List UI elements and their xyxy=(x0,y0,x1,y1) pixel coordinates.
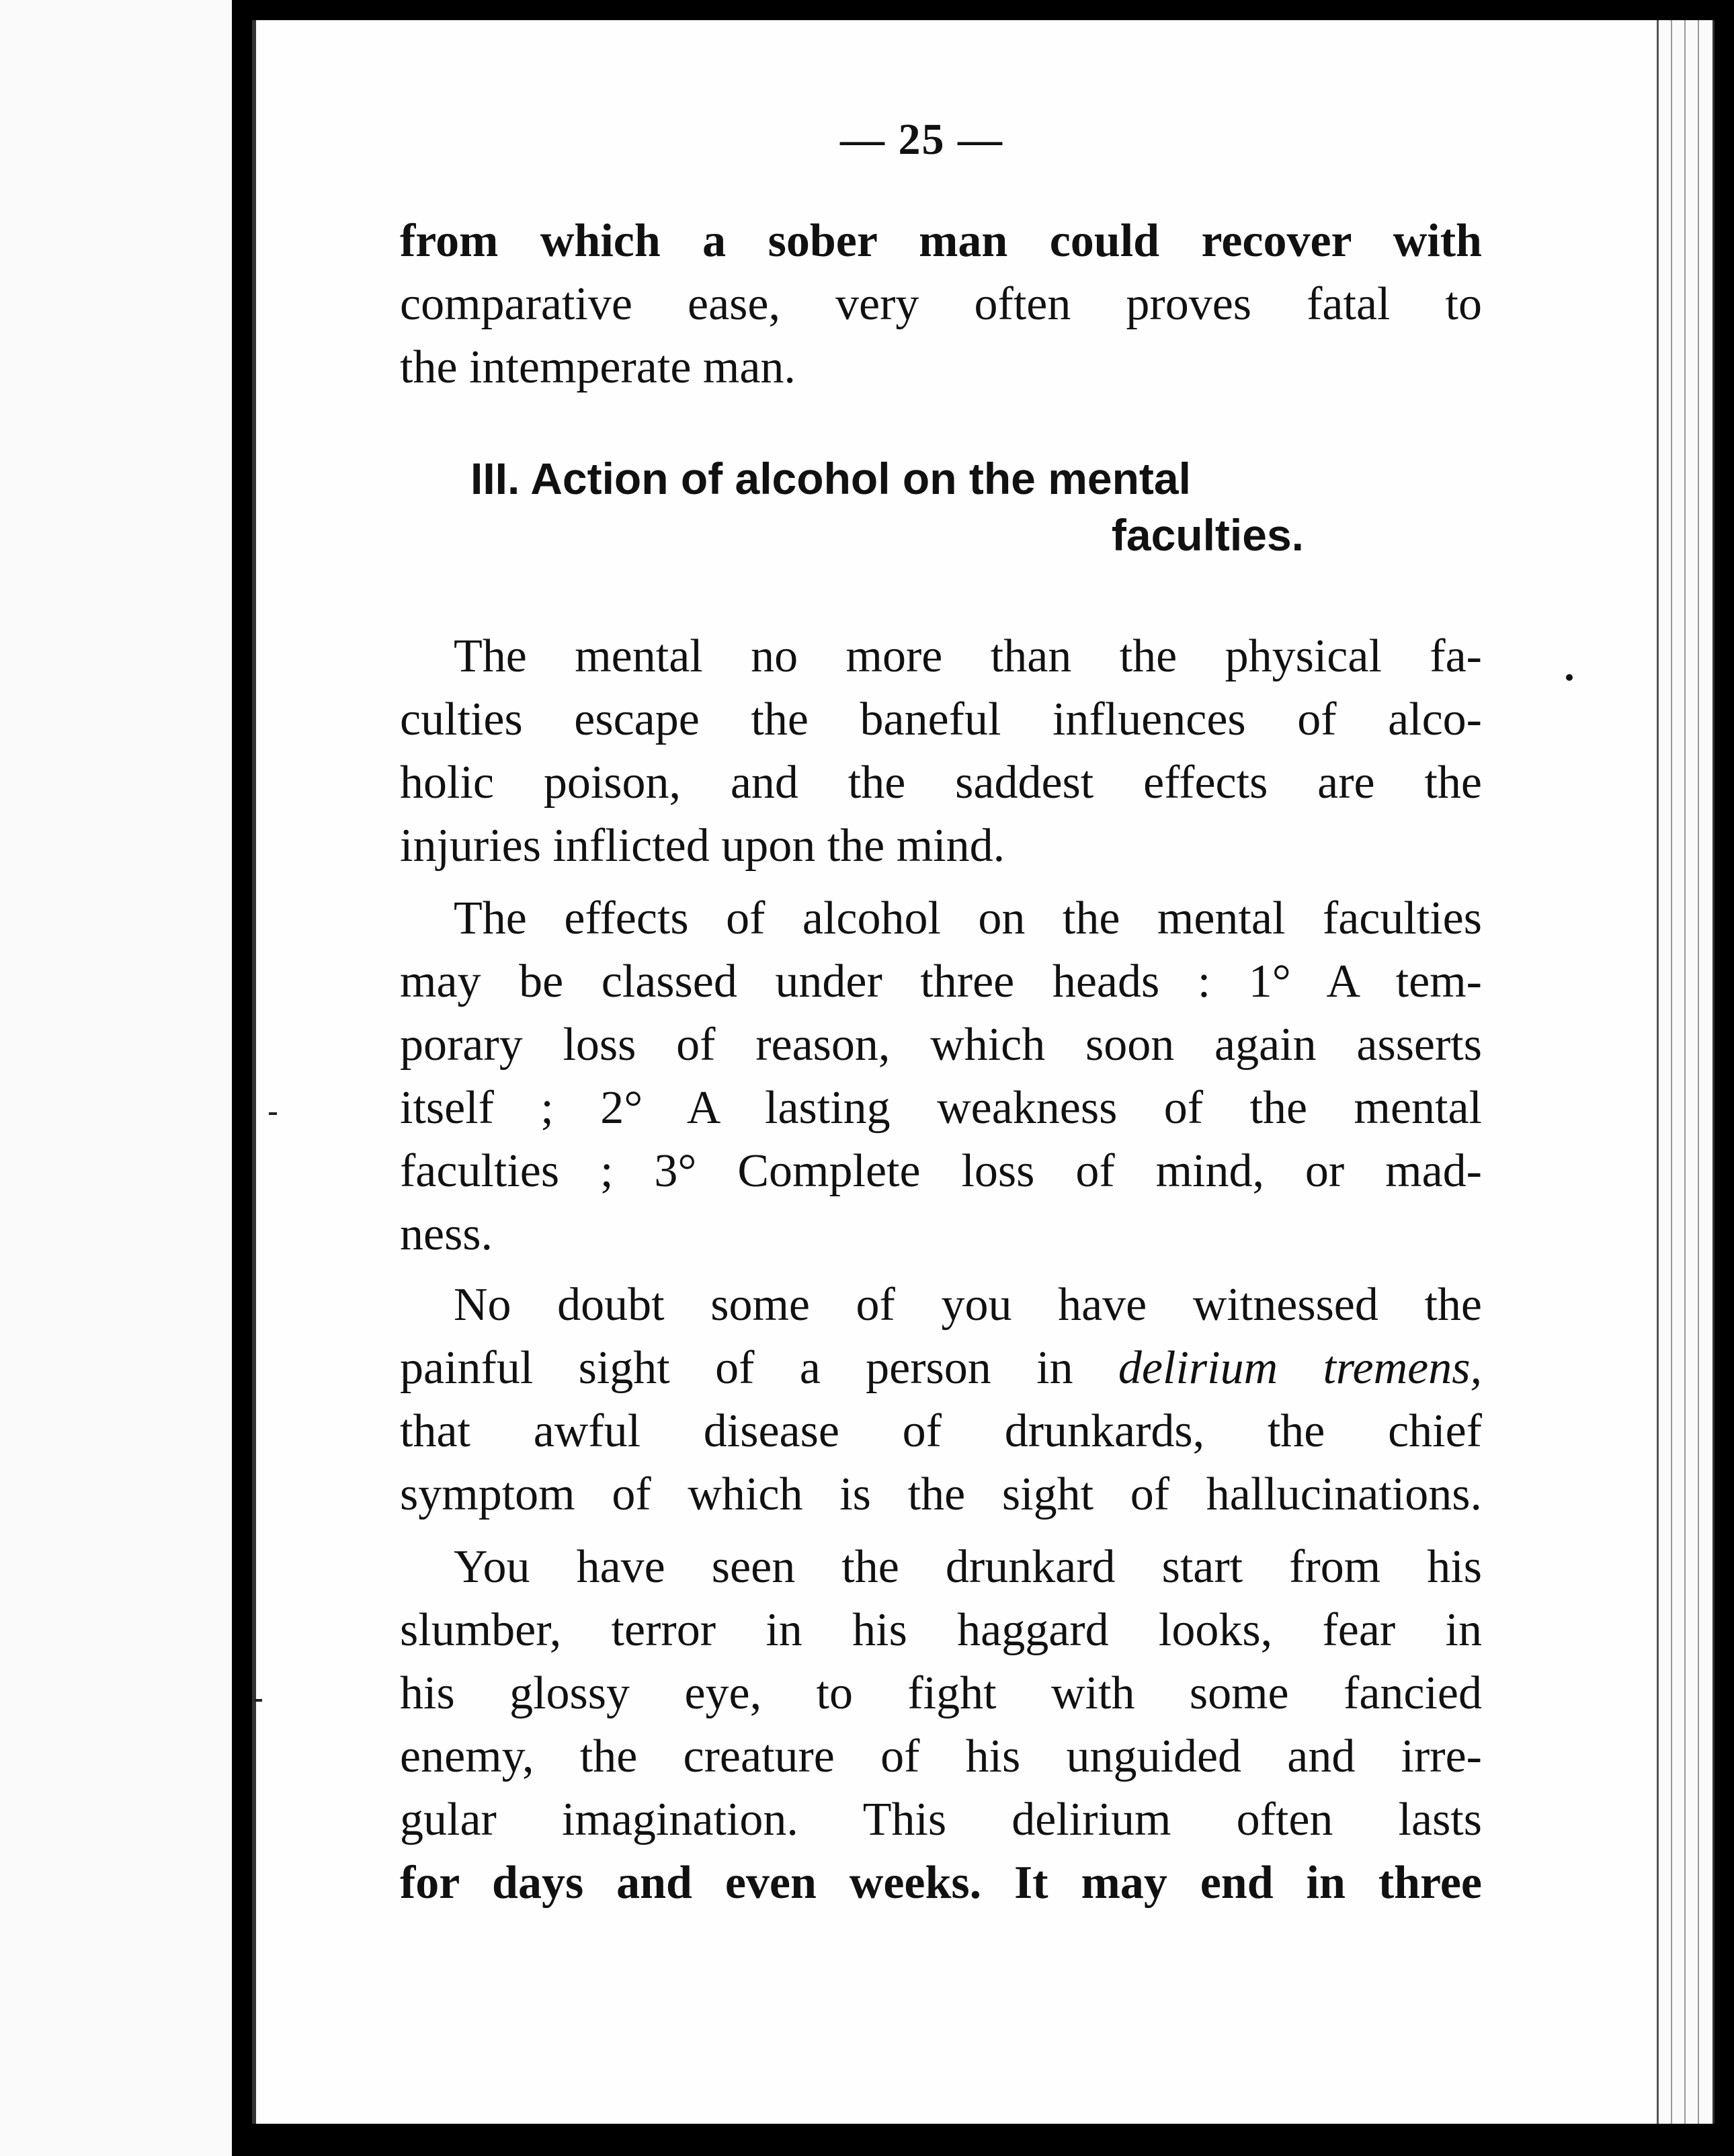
text-line: injuries inflicted upon the mind. xyxy=(400,820,1005,872)
text-line: may be classed under three heads : 1° A tem- xyxy=(400,956,1482,1007)
margin-mark xyxy=(1566,674,1573,681)
paragraph-mental-faculties xyxy=(400,625,1482,878)
section-heading-line-2: faculties. xyxy=(1111,510,1304,560)
text-line: culties escape the baneful influences of alco- xyxy=(400,694,1482,745)
text-segment: painful sight of a person in xyxy=(400,1342,1118,1394)
italic-term: delirium tremens, xyxy=(1118,1342,1482,1394)
text-line: The effects of alcohol on the mental faculties xyxy=(454,893,1482,944)
paragraph-delirium xyxy=(400,1274,1482,1526)
text-line: that awful disease of drunkards, the chief xyxy=(400,1405,1482,1457)
margin-mark xyxy=(254,1699,262,1702)
text-line: from which a sober man could recover with xyxy=(400,215,1482,267)
text-line: faculties ; 3° Complete loss of mind, or mad- xyxy=(400,1145,1482,1197)
text-line: comparative ease, very often proves fatal to xyxy=(400,278,1482,330)
opening-paragraph xyxy=(400,210,1482,399)
text-line: No doubt some of you have witnessed the xyxy=(454,1279,1482,1331)
text-line: porary loss of reason, which soon again asserts xyxy=(400,1019,1482,1071)
text-line: for days and even weeks. It may end in three xyxy=(400,1857,1482,1909)
text-line: holic poison, and the saddest effects are the xyxy=(400,757,1482,809)
text-line: his glossy eye, to fight with some fancied xyxy=(400,1667,1482,1719)
paragraph-three-heads xyxy=(400,887,1482,1266)
paragraph-drunkard xyxy=(400,1536,1482,1915)
section-heading-line-1: III. Action of alcohol on the mental xyxy=(470,454,1191,503)
section-heading xyxy=(470,450,1398,563)
text-line: slumber, terror in his haggard looks, fear in xyxy=(400,1604,1482,1656)
text-line: enemy, the creature of his unguided and irre- xyxy=(400,1731,1482,1782)
text-line-with-italic xyxy=(400,1337,1482,1400)
text-line: itself ; 2° A lasting weakness of the mental xyxy=(400,1082,1482,1134)
text-line: gular imagination. This delirium often lasts xyxy=(400,1794,1482,1846)
text-line: the intemperate man. xyxy=(400,341,796,393)
page-number: — 25 — xyxy=(840,115,1003,164)
margin-mark xyxy=(269,1112,277,1115)
text-line: The mental no more than the physical fa- xyxy=(454,630,1482,682)
book-gutter xyxy=(232,0,252,2156)
text-line: ness. xyxy=(400,1208,493,1260)
facing-page-edge xyxy=(0,0,235,2156)
page-stack-edge xyxy=(1657,20,1715,2124)
text-line: symptom of which is the sight of hallucinations. xyxy=(400,1468,1482,1520)
text-line: You have seen the drunkard start from his xyxy=(454,1541,1482,1593)
